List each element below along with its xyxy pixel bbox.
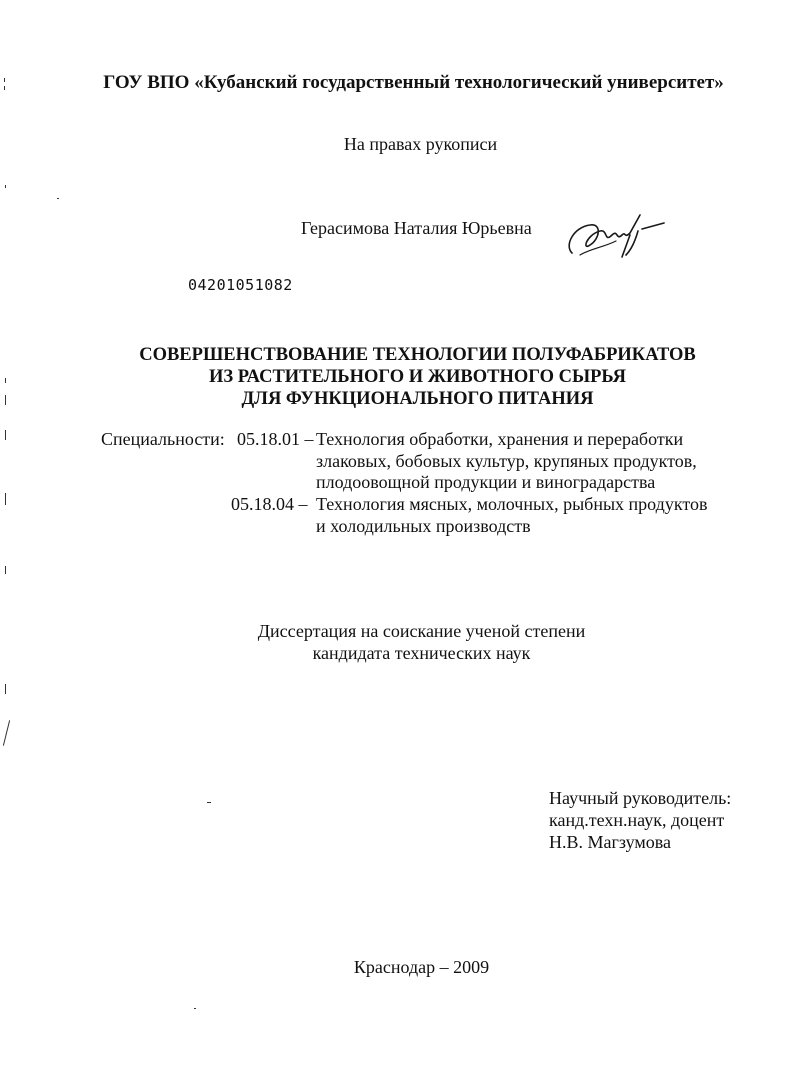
spec2-line-1: Технология мясных, молочных, рыбных продуктов xyxy=(316,494,708,514)
title-line-1: СОВЕРШЕНСТВОВАНИЕ ТЕХНОЛОГИИ ПОЛУФАБРИКАТОВ xyxy=(139,345,696,365)
scan-mark xyxy=(5,566,6,574)
spec2-code: 05.18.04 – xyxy=(231,494,308,514)
degree-line-1: Диссертация на соискание ученой степени xyxy=(257,621,586,641)
spec1-line-3: плодоовощной продукции и виноградарства xyxy=(316,472,656,492)
degree-statement xyxy=(0,620,791,664)
scan-mark xyxy=(4,86,5,90)
supervisor-block xyxy=(549,787,731,853)
catalog-code: 04201051082 xyxy=(188,276,293,294)
title-line-2: ИЗ РАСТИТЕЛЬНОГО И ЖИВОТНОГО СЫРЬЯ xyxy=(208,367,627,387)
spec1-code: 05.18.01 – xyxy=(237,429,314,449)
scan-mark xyxy=(207,802,211,803)
scan-mark xyxy=(57,198,59,199)
spec2-line-2: и холодильных производств xyxy=(316,516,531,536)
place-and-year: Краснодар – 2009 xyxy=(353,957,490,977)
university-name: ГОУ ВПО «Кубанский государственный технологический университет» xyxy=(103,72,724,93)
title-line-3: ДЛЯ ФУНКЦИОНАЛЬНОГО ПИТАНИЯ xyxy=(241,389,594,409)
specialties-label: Специальности: xyxy=(101,429,225,449)
spec1-line-2: злаковых, бобовых культур, крупяных продуктов, xyxy=(316,451,697,471)
manuscript-rights: На правах рукописи xyxy=(343,134,498,154)
scan-mark xyxy=(5,185,6,188)
scan-mark xyxy=(5,430,6,440)
scan-mark xyxy=(5,493,6,505)
supervisor-label: Научный руководитель: xyxy=(549,788,732,808)
scan-mark xyxy=(194,1008,196,1009)
scan-mark xyxy=(4,78,5,82)
scan-mark xyxy=(3,720,10,745)
scan-mark xyxy=(5,684,6,694)
degree-line-2: кандидата технических наук xyxy=(312,643,531,663)
dissertation-title xyxy=(0,344,791,410)
supervisor-degree: канд.техн.наук, доцент xyxy=(549,810,725,830)
scan-mark xyxy=(5,378,6,383)
scan-mark xyxy=(5,395,6,405)
spec1-line-1: Технология обработки, хранения и переработки xyxy=(316,429,684,449)
author-name: Герасимова Наталия Юрьевна xyxy=(301,218,532,238)
supervisor-name: Н.В. Магзумова xyxy=(549,832,672,852)
signature-icon xyxy=(560,205,670,265)
